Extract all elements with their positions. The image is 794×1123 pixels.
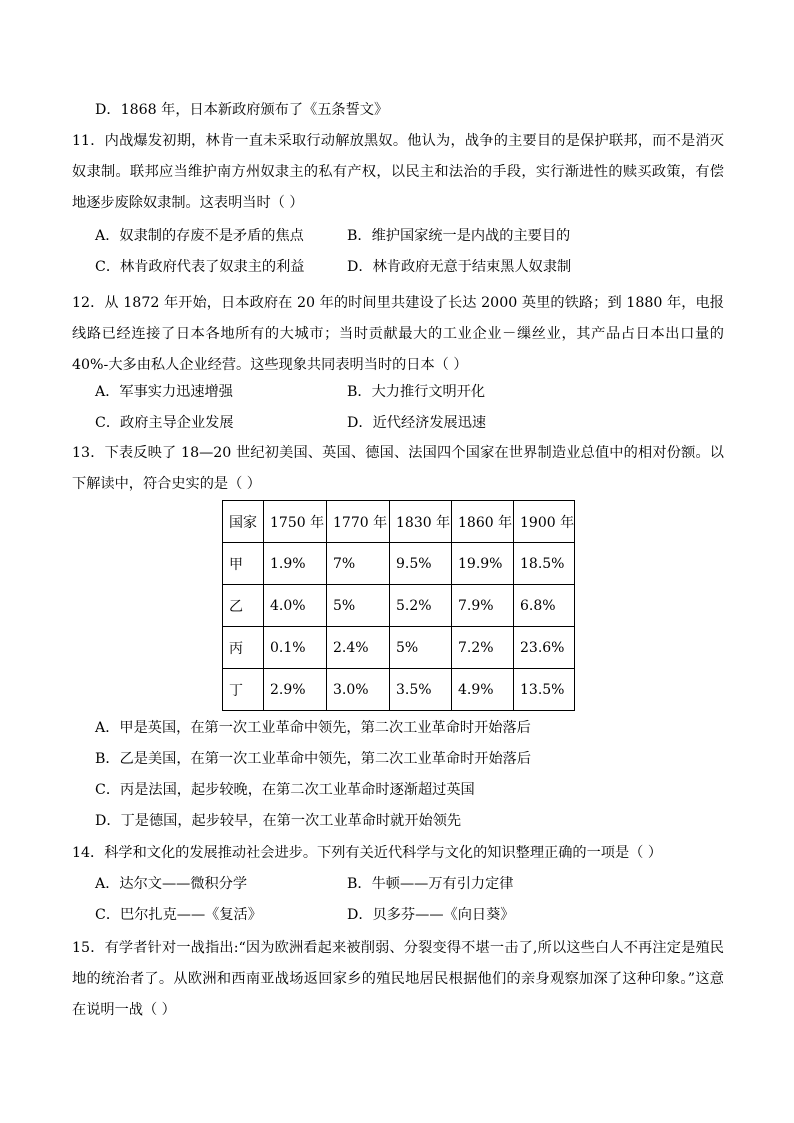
table-cell: 19.9% xyxy=(452,543,514,585)
table-header-cell: 1750 年 xyxy=(264,501,327,543)
table-cell: 7.2% xyxy=(452,627,514,669)
table-cell: 5% xyxy=(390,627,452,669)
q13-option-c: C．丙是法国，起步较晚，在第二次工业革命时逐渐超过英国 xyxy=(95,782,475,798)
q13-stem: 13．下表反映了 18—20 世纪初美国、英国、德国、法国四个国家在世界制造业总值中的相对份额。以下解读中，符合史实的是（ ） xyxy=(72,445,724,492)
table-row xyxy=(223,543,575,585)
table-cell: 乙 xyxy=(223,585,264,627)
table-header-cell: 1860 年 xyxy=(452,501,514,543)
q14-option-b: B．牛顿——万有引力定律 xyxy=(347,876,514,892)
q14-options-row-2 xyxy=(95,905,695,925)
q12-option-a: A．军事实力迅速增强 xyxy=(95,384,233,400)
table-cell: 4.0% xyxy=(264,585,327,627)
table-cell: 1.9% xyxy=(264,543,327,585)
q15-stem: 15．有学者针对一战指出:“因为欧洲看起来被削弱、分裂变得不堪一击了,所以这些白人不再注定是殖民地的统治者了。从欧洲和西南亚战场返回家乡的殖民地居民根据他们的亲身观察加深了这种印象。”这意在说明一战（ ） xyxy=(72,940,724,1018)
table-cell: 23.6% xyxy=(514,627,575,669)
table-cell: 2.9% xyxy=(264,669,327,711)
q14-option-c: C．巴尔扎克——《复活》 xyxy=(95,907,262,923)
table-cell: 2.4% xyxy=(327,627,390,669)
q12-option-c: C．政府主导企业发展 xyxy=(95,415,234,431)
table-row xyxy=(223,669,575,711)
q12-options-row-2 xyxy=(95,413,695,433)
table-cell: 9.5% xyxy=(390,543,452,585)
table-cell: 13.5% xyxy=(514,669,575,711)
table-cell: 18.5% xyxy=(514,543,575,585)
table-cell: 甲 xyxy=(223,543,264,585)
table-row xyxy=(223,627,575,669)
table-cell: 4.9% xyxy=(452,669,514,711)
table-cell: 0.1% xyxy=(264,627,327,669)
q10-option-d: D．1868 年，日本新政府颁布了《五条誓文》 xyxy=(95,102,389,118)
table-cell: 7.9% xyxy=(452,585,514,627)
table-row xyxy=(223,585,575,627)
table-header-cell: 国家 xyxy=(223,501,264,543)
q12-stem: 12．从 1872 年开始，日本政府在 20 年的时间里共建设了长达 2000 英里的铁路；到 1880 年，电报线路已经连接了日本各地所有的大城市；当时贡献最大的工业企业－缫丝业，其产品占日本出口量的 40%-大多由私人企业经营。这些现象共同表明当时的日本（ ） xyxy=(72,295,724,373)
q13-option-a: A．甲是英国，在第一次工业革命中领先，第二次工业革命时开始落后 xyxy=(95,720,531,736)
table-cell: 3.0% xyxy=(327,669,390,711)
q11-option-b: B．维护国家统一是内战的主要目的 xyxy=(347,228,571,244)
table-header-cell: 1830 年 xyxy=(390,501,452,543)
table-cell: 5.2% xyxy=(390,585,452,627)
q13-option-d: D．丁是德国，起步较早，在第一次工业革命时就开始领先 xyxy=(95,813,462,829)
q14-stem: 14．科学和文化的发展推动社会进步。下列有关近代科学与文化的知识整理正确的一项是（ ） xyxy=(72,845,663,861)
table-cell: 5% xyxy=(327,585,390,627)
table-cell: 丁 xyxy=(223,669,264,711)
q14-option-d: D．贝多芬——《向日葵》 xyxy=(347,907,515,923)
table-header-cell: 1900 年 xyxy=(514,501,575,543)
q11-option-c: C．林肯政府代表了奴隶主的利益 xyxy=(95,259,305,275)
q11-stem: 11．内战爆发初期，林肯一直未采取行动解放黑奴。他认为，战争的主要目的是保护联邦，而不是消灭奴隶制。联邦应当维护南方州奴隶主的私有产权，以民主和法治的手段，实行渐进性的赎买政策，有偿地逐步废除奴隶制。这表明当时（ ） xyxy=(72,133,724,211)
q12-options-row-1 xyxy=(95,382,695,402)
q14-option-a: A．达尔文——微积分学 xyxy=(95,876,248,892)
q12-option-b: B．大力推行文明开化 xyxy=(347,384,486,400)
q13-option-b: B．乙是美国，在第一次工业革命中领先，第二次工业革命时开始落后 xyxy=(95,751,532,767)
table-cell: 7% xyxy=(327,543,390,585)
q11-options-row-2 xyxy=(95,257,695,277)
q11-option-d: D．林肯政府无意于结束黑人奴隶制 xyxy=(347,259,572,275)
table-cell: 丙 xyxy=(223,627,264,669)
q14-options-row-1 xyxy=(95,874,695,894)
q11-options-row-1 xyxy=(95,226,695,246)
q12-option-d: D．近代经济发展迅速 xyxy=(347,415,487,431)
table-cell: 3.5% xyxy=(390,669,452,711)
table-cell: 6.8% xyxy=(514,585,575,627)
table-header-cell: 1770 年 xyxy=(327,501,390,543)
q11-option-a: A．奴隶制的存废不是矛盾的焦点 xyxy=(95,228,304,244)
manufacturing-share-table xyxy=(222,500,575,711)
table-header-row xyxy=(223,501,575,543)
